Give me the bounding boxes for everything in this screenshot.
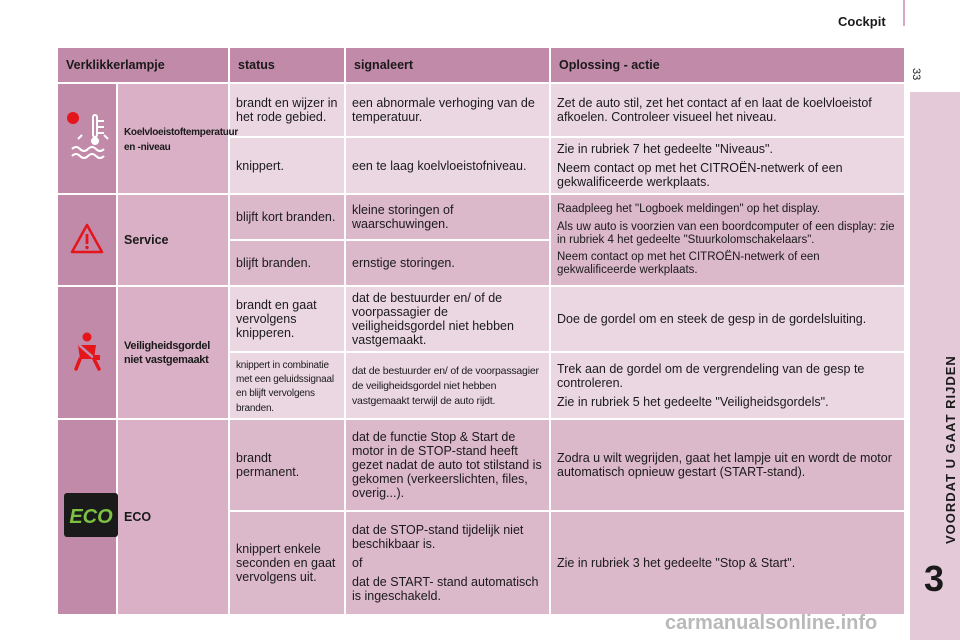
seatbelt-action-2b: Zie in rubriek 5 het gedeelte "Veiligheidsgordels". <box>557 394 829 409</box>
header-action: Oplossing - actie <box>550 47 905 83</box>
seatbelt-signal-1: dat de bestuurder en/ of de voorpassagier de veiligheidsgordel niet hebben vastgemaakt. <box>345 286 550 352</box>
service-icon-cell <box>57 194 117 286</box>
warning-triangle-icon <box>70 222 104 256</box>
table-row <box>57 419 905 511</box>
eco-signal-2a: dat de STOP-stand tijdelijk niet beschikbaar is. <box>352 522 524 551</box>
service-status-2: blijft branden. <box>229 240 345 286</box>
chapter-number: 3 <box>924 558 945 599</box>
coolant-name <box>117 83 238 194</box>
coolant-action-2a: Zie in rubriek 7 het gedeelte "Niveaus". <box>557 142 773 156</box>
coolant-status-2: knippert. <box>229 137 345 194</box>
warning-lights-table <box>56 46 906 616</box>
seatbelt-status-2-label: knippert in combinatie met een geluidssignaal en blijft vervolgens branden. <box>236 360 334 414</box>
eco-status-1: brandt permanent. <box>229 419 345 511</box>
seatbelt-signal-2 <box>345 352 550 419</box>
coolant-signal-1: een abnormale verhoging van de temperatuur. <box>345 83 550 137</box>
seatbelt-status-1: brandt en gaat vervolgens knipperen. <box>229 286 345 352</box>
service-action-3: Neem contact op met het CITROËN-netwerk of een gekwalificeerde werkplaats. <box>557 251 820 277</box>
seatbelt-action-2a: Trek aan de gordel om de vergrendeling van de gesp te controleren. <box>557 361 865 390</box>
table-row <box>57 194 905 240</box>
table-header-row <box>57 47 905 83</box>
seatbelt-name <box>117 286 229 419</box>
eco-icon-cell <box>57 419 117 615</box>
coolant-status-1: brandt en wijzer in het rode gebied. <box>229 83 345 137</box>
service-name: Service <box>117 194 229 286</box>
chapter-title: VOORDAT U GAAT RIJDEN <box>943 355 958 544</box>
seatbelt-signal-2-label: dat de bestuurder en/ of de voorpassagier de veiligheidsgordel niet hebben vastgemaakt terwijl de auto rijdt. <box>352 365 539 407</box>
eco-action-2: Zie in rubriek 3 het gedeelte "Stop & Start". <box>550 511 905 615</box>
seatbelt-action-2 <box>550 352 905 419</box>
service-action-1: Raadpleeg het "Logboek meldingen" op het display. <box>557 202 821 215</box>
table-row <box>57 83 905 137</box>
seatbelt-icon-cell <box>57 286 117 419</box>
eco-icon-text: ECO <box>69 506 113 529</box>
seatbelt-icon <box>67 331 107 371</box>
service-status-1: blijft kort branden. <box>229 194 345 240</box>
eco-signal-2b: of <box>352 555 363 570</box>
seatbelt-status-2 <box>229 352 345 419</box>
coolant-signal-2: een te laag koelvloeistofniveau. <box>345 137 550 194</box>
eco-action-1: Zodra u wilt wegrijden, gaat het lampje uit en wordt de motor automatisch opnieuw gestart (START-stand). <box>550 419 905 511</box>
eco-icon <box>64 493 118 537</box>
header-indicator: Verklikkerlampje <box>57 47 229 83</box>
service-action-2: Als uw auto is voorzien van een boordcomputer of een display: zie in rubriek 4 het gedeelte "Stuurkolomschakelaars". <box>557 220 895 246</box>
service-signal-1: kleine storingen of waarschuwingen. <box>345 194 550 240</box>
seatbelt-action-1: Doe de gordel om en steek de gesp in de gordelsluiting. <box>550 286 905 352</box>
coolant-icon-cell <box>57 83 117 194</box>
header-divider <box>903 0 905 26</box>
eco-signal-1: dat de functie Stop & Start de motor in de STOP-stand heeft gezet nadat de auto tot stilstand is gekomen (verkeerslichten, files, overig...). <box>345 419 550 511</box>
eco-signal-2c: dat de START- stand automatisch is ingeschakeld. <box>352 574 539 603</box>
watermark: carmanualsonline.info <box>665 612 878 634</box>
service-action <box>550 194 905 286</box>
eco-signal-2 <box>345 511 550 615</box>
table-row <box>57 286 905 352</box>
coolant-action-2 <box>550 137 905 194</box>
header-signal: signaleert <box>345 47 550 83</box>
coolant-name-label: Koelvloeistoftemperatuur en -niveau <box>124 127 238 153</box>
coolant-action-1: Zet de auto stil, zet het contact af en laat de koelvloeistof afkoelen. Controleer visueel het niveau. <box>550 83 905 137</box>
seatbelt-name-label: Veiligheidsgordel niet vastgemaakt <box>124 340 210 367</box>
coolant-action-2b: Neem contact op met het CITROËN-netwerk of een gekwalificeerde werkplaats. <box>557 161 843 189</box>
coolant-temperature-icon <box>64 109 112 165</box>
header-status: status <box>229 47 345 83</box>
service-signal-2: ernstige storingen. <box>345 240 550 286</box>
page-number: 33 <box>910 68 922 81</box>
eco-status-2: knippert enkele seconden en gaat vervolgens uit. <box>229 511 345 615</box>
eco-name: ECO <box>117 419 229 615</box>
section-title: Cockpit <box>838 14 886 29</box>
